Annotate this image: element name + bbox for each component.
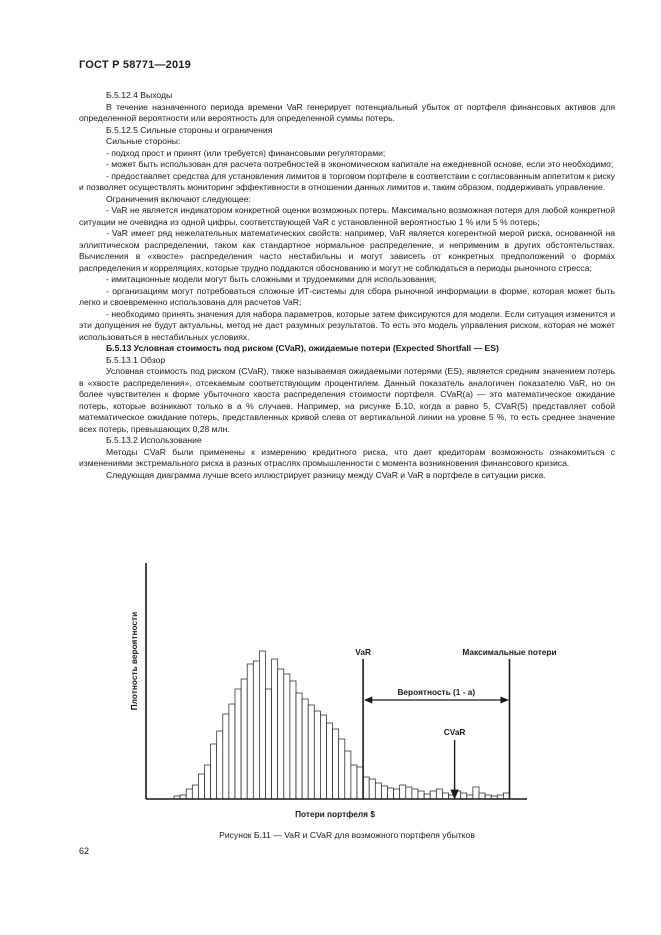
paragraph: Б.5.13.2 Использование (106, 435, 202, 445)
histogram-bar (241, 679, 247, 799)
paragraph: Методы CVaR были применены к измерению кредитного риска, что дает кредиторам возможность ознакомиться с изменениями экстремального риска в разных отраслях промышленности с момента возникновения финансового кризиса. (79, 446, 615, 468)
histogram-bar (253, 661, 259, 799)
histogram-bar (381, 786, 387, 799)
histogram-bar (400, 785, 406, 799)
histogram-bar (369, 779, 375, 799)
paragraph: В течение назначенного периода времени VaR генерирует потенциальный убыток от портфеля финансовых активов для определенной вероятности или вероятность для определенной суммы потерь. (79, 101, 615, 123)
paragraph: Б.5.12.5 Сильные стороны и ограничения (106, 124, 273, 135)
histogram-bar (229, 704, 235, 799)
histogram-bar (375, 783, 381, 799)
histogram-bar (418, 791, 424, 799)
paragraph: Следующая диаграмма лучше всего иллюстрирует разницу между CVaR и VaR в портфеле в ситуации риска. (106, 469, 546, 480)
histogram-bar (473, 787, 479, 799)
var-label: VaR (355, 647, 371, 657)
figure-caption: Рисунок Б.11 — VaR и CVaR для возможного портфеля убытков (219, 830, 475, 840)
histogram-bar (339, 739, 345, 799)
histogram-bar (314, 711, 320, 799)
histogram-bar (461, 793, 467, 799)
paragraph: Б.5.12.4 Выходы (106, 90, 173, 100)
histogram-bar (442, 793, 448, 799)
histogram-bar (430, 791, 436, 799)
histogram-bar (205, 765, 211, 799)
histogram-bar (388, 788, 394, 799)
chart-markers (355, 647, 556, 799)
paragraph: Сильные стороны: (106, 136, 181, 146)
paragraph: - может быть использован для расчета потребностей в экономическом капитале на ежедневной основе, если это необходимо; (106, 159, 614, 169)
histogram-bar (412, 789, 418, 799)
histogram-bar (436, 789, 442, 799)
cvar-label: CVaR (443, 727, 466, 737)
histogram-bars (174, 651, 510, 799)
paragraph: - VaR имеет ряд нежелательных математических свойств: например, VaR является когерентной мерой риска, основанной на эллиптическом распределении, таком как стандартное нормальное распределение, и неприменим в других обстоятельствах. Вычисления в «хвосте» распределения часто нестабильны и могут зависеть от конкретных предположений о формах распределения и корреляциях, которые трудно поддаются обоснованию и могут не соблюдаться в периоды рыночного стресса; (79, 228, 615, 273)
paragraph: - предоставляет средства для установления лимитов в торговом портфеле в соответствии с согласованным аппетитом к риску и позволяет осуществлять мониторинг эффективности в отношении данных лимитов и, таким образом, поддерживать управление. (79, 170, 615, 192)
paragraph: - подход прост и принят (или требуется) финансовыми регуляторами; (106, 147, 386, 158)
histogram-bar (345, 751, 351, 799)
histogram-bar (357, 767, 363, 799)
probability-label: Вероятность (1 - a) (397, 687, 476, 697)
histogram-bar (223, 714, 229, 799)
document-body (79, 90, 615, 481)
histogram-bar (278, 669, 284, 799)
histogram-bar (290, 681, 296, 799)
histogram-bar (211, 744, 217, 799)
histogram-bar (247, 664, 253, 799)
histogram-bar (198, 774, 204, 799)
figure-cvar-var (79, 555, 615, 830)
histogram-bar (503, 793, 509, 799)
paragraph: Ограничения включают следующее: (106, 193, 251, 204)
histogram-bar (192, 785, 198, 799)
histogram-bar (235, 689, 241, 799)
histogram-bar (308, 705, 314, 799)
max-loss-label: Максимальные потери (462, 647, 557, 657)
histogram-bar (296, 693, 302, 799)
document-header: ГОСТ Р 58771—2019 (79, 59, 191, 71)
histogram-bar (333, 729, 339, 799)
histogram-bar (479, 793, 485, 799)
paragraph: Б.5.13.1 Обзор (106, 354, 166, 365)
histogram-bar (284, 674, 290, 799)
page-number: 62 (79, 846, 90, 856)
histogram-bar (363, 777, 369, 799)
histogram-bar (320, 715, 326, 799)
y-axis-label: Плотность вероятности (129, 611, 139, 711)
histogram-bar (186, 789, 192, 799)
section-heading: Б.5.13 Условная стоимость под риском (CVaR), ожидаемые потери (Expected Shortfall — ES) (106, 343, 499, 353)
x-axis-label: Потери портфеля $ (295, 809, 375, 819)
histogram-bar (394, 789, 400, 799)
histogram-chart (79, 555, 615, 830)
histogram-bar (406, 787, 412, 799)
histogram-bar (259, 651, 265, 799)
paragraph: - необходимо принять значения для набора параметров, которые затем фиксируются для модели. Если ситуация изменится и эти допущения не будут актуальны, метод не даст разумных результатов. То есть это модель управления риском, которая не может использоваться в нестабильных условиях. (79, 308, 615, 342)
histogram-bar (272, 659, 278, 799)
histogram-bar (302, 699, 308, 799)
paragraph: - имитационные модели могут быть сложными и трудоемкими для использования; (106, 274, 437, 284)
histogram-bar (327, 723, 333, 799)
histogram-bar (217, 731, 223, 799)
paragraph: - организациям могут потребоваться сложные ИТ-системы для сбора рыночной информации в форме, которая может быть легко и своевременно использована для расчетов VaR; (79, 285, 615, 307)
histogram-bar (455, 791, 461, 799)
paragraph: Условная стоимость под риском (CVaR), также называемая ожидаемыми потерями (ES), является средним значением потерь в «хвосте распределения», отсекаемым соответствующим процентилем. Данный показатель аналогичен показателю VaR, но он более чувствителен к форме убыточного хвоста распределения стоимости портфеля. CVaR(a) — это математическое ожидание потерь, которые возникают только в a % случаев. Например, на рисунке Б.10, когда a равно 5, CVaR(5) представляет собой математическое ожидание потерь, представленных кривой слева от вертикальной линии на уровне 5 %, то есть среднее значение всех потерь, превышающих 0,28 млн. (79, 366, 615, 434)
histogram-bar (266, 689, 272, 799)
paragraph: - VaR не является индикатором конкретной оценки возможных потерь. Максимально возможная потеря для любой конкретной ситуации не очевидна из одной цифры, соответствующей VaR с установленной вероятностью 1 % или 5 % потерь; (79, 205, 615, 227)
histogram-bar (351, 765, 357, 799)
